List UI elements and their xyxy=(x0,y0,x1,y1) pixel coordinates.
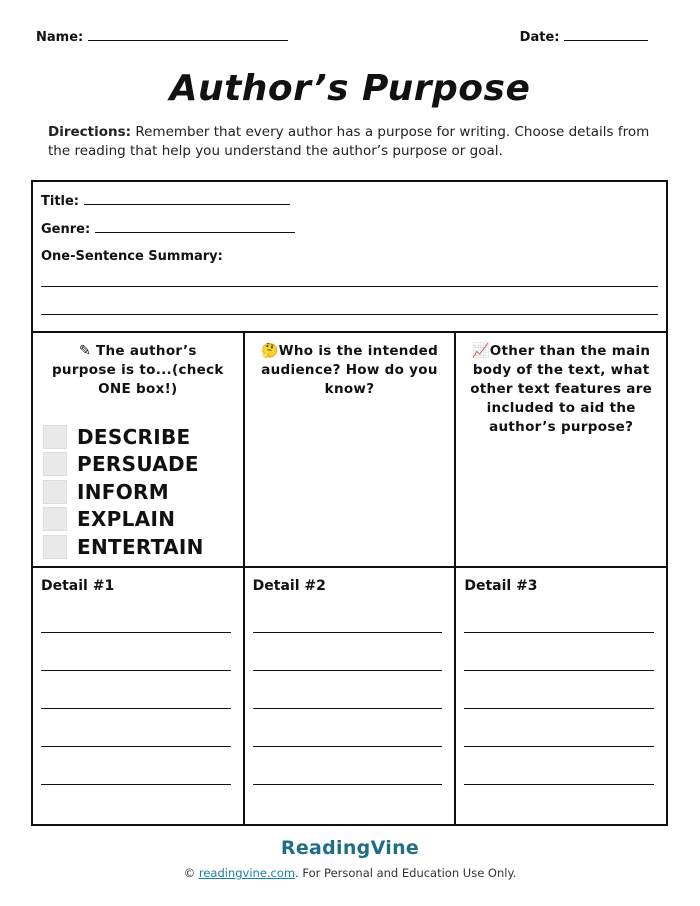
site-link[interactable]: readingvine.com xyxy=(198,866,296,880)
questions-row xyxy=(31,331,668,568)
title-field[interactable] xyxy=(41,192,290,209)
usage-text: . For Personal and Education Use Only. xyxy=(295,866,517,880)
detail-column-1 xyxy=(33,568,245,824)
copyright-text: © xyxy=(183,866,199,880)
detail-line[interactable] xyxy=(464,670,654,671)
date-label: Date: xyxy=(519,30,560,45)
checkbox-describe[interactable] xyxy=(43,423,204,451)
checkbox-square[interactable] xyxy=(43,507,67,531)
checkbox-label: INFORM xyxy=(77,479,169,504)
audience-question xyxy=(245,333,455,399)
checkbox-label: ENTERTAIN xyxy=(77,534,204,559)
genre-label: Genre: xyxy=(41,222,91,237)
detail-line[interactable] xyxy=(464,746,654,747)
features-column[interactable] xyxy=(456,333,666,566)
details-row xyxy=(31,566,668,826)
checkbox-label: DESCRIBE xyxy=(77,424,191,449)
summary-line-2[interactable] xyxy=(41,314,658,315)
name-blank[interactable] xyxy=(88,28,288,41)
page-title: Author’s Purpose xyxy=(169,68,531,109)
audience-column[interactable] xyxy=(245,333,457,566)
name-field[interactable] xyxy=(36,28,288,45)
checkbox-entertain[interactable] xyxy=(43,533,204,561)
summary-line-1[interactable] xyxy=(41,286,658,287)
checkbox-label: EXPLAIN xyxy=(77,507,176,532)
checkbox-persuade[interactable] xyxy=(43,451,204,479)
purpose-question-text: The author’s purpose is to...(check ONE box!) xyxy=(51,343,224,397)
title-blank[interactable] xyxy=(84,192,290,205)
detail-line[interactable] xyxy=(464,784,654,785)
checkbox-square[interactable] xyxy=(43,480,67,504)
checkbox-inform[interactable] xyxy=(43,478,204,506)
detail-line[interactable] xyxy=(41,670,231,671)
detail-line[interactable] xyxy=(41,708,231,709)
date-field[interactable] xyxy=(520,28,648,45)
detail-line[interactable] xyxy=(253,784,443,785)
detail-line[interactable] xyxy=(41,784,231,785)
genre-blank[interactable] xyxy=(95,220,295,233)
genre-field[interactable] xyxy=(41,220,295,237)
chart-icon: 📈 xyxy=(472,343,490,359)
summary-label: One-Sentence Summary: xyxy=(41,249,223,264)
directions-label: Directions: xyxy=(48,124,132,140)
purpose-question xyxy=(33,333,243,399)
checkbox-explain[interactable] xyxy=(43,506,204,534)
detail-heading: Detail #1 xyxy=(41,578,115,594)
checkbox-square[interactable] xyxy=(43,535,67,559)
features-question-text: Other than the main body of the text, what other text features are included to aid the author’s purpose? xyxy=(470,343,653,435)
info-box xyxy=(31,180,668,333)
features-question xyxy=(456,333,666,437)
directions xyxy=(48,123,658,161)
date-blank[interactable] xyxy=(564,28,648,41)
checkbox-square[interactable] xyxy=(43,425,67,449)
detail-column-3 xyxy=(456,568,666,824)
detail-heading: Detail #2 xyxy=(252,578,326,594)
detail-line[interactable] xyxy=(41,746,231,747)
purpose-column xyxy=(33,333,245,566)
detail-line[interactable] xyxy=(41,632,231,633)
directions-text: Remember that every author has a purpose for writing. Choose details from the reading that help you understand the author’s purpose or goal. xyxy=(48,124,650,159)
pencil-icon: ✎ xyxy=(78,343,91,359)
title-label: Title: xyxy=(41,194,80,209)
detail-line[interactable] xyxy=(464,632,654,633)
checkbox-square[interactable] xyxy=(43,452,67,476)
detail-heading: Detail #3 xyxy=(464,578,538,594)
detail-line[interactable] xyxy=(253,632,443,633)
detail-line[interactable] xyxy=(253,708,443,709)
name-label: Name: xyxy=(36,30,84,45)
footer xyxy=(0,866,700,880)
detail-line[interactable] xyxy=(253,746,443,747)
detail-column-2 xyxy=(245,568,457,824)
thinking-face-icon: 🤔 xyxy=(260,343,279,359)
detail-line[interactable] xyxy=(464,708,654,709)
header-row xyxy=(36,28,664,48)
detail-line[interactable] xyxy=(253,670,443,671)
purpose-checklist xyxy=(43,423,204,561)
checkbox-label: PERSUADE xyxy=(77,452,199,477)
audience-question-text: Who is the intended audience? How do you know? xyxy=(261,343,439,397)
brand-logo: ReadingVine xyxy=(280,837,420,859)
